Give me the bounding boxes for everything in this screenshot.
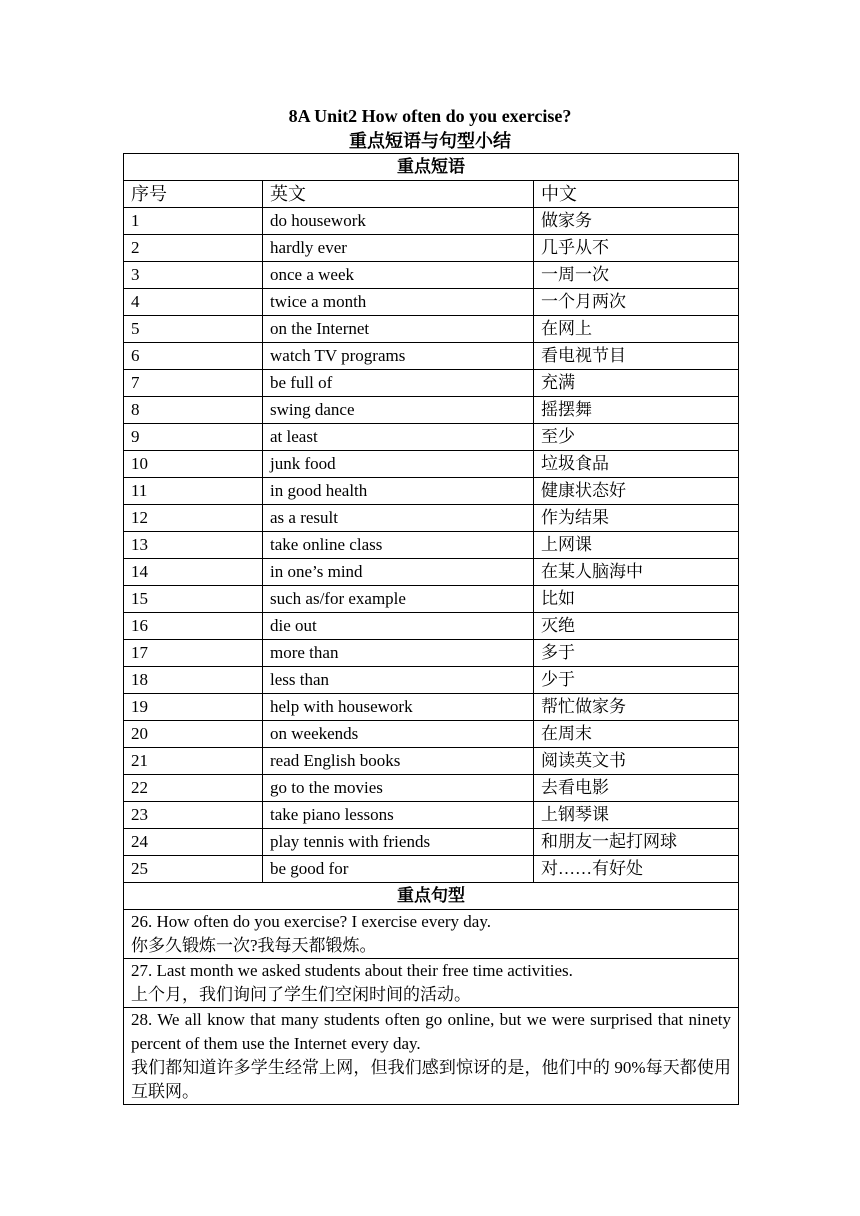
- phrase-chinese: 帮忙做家务: [534, 694, 739, 721]
- phrase-english: at least: [263, 424, 534, 451]
- table-row: [124, 775, 739, 802]
- phrase-english: go to the movies: [263, 775, 534, 802]
- phrase-english: do housework: [263, 208, 534, 235]
- table-row: [124, 667, 739, 694]
- phrase-number: 23: [124, 802, 263, 829]
- document-title: 8A Unit2 How often do you exercise?: [288, 106, 572, 126]
- phrase-number: 9: [124, 424, 263, 451]
- table-row: [124, 586, 739, 613]
- phrase-number: 6: [124, 343, 263, 370]
- phrase-number: 16: [124, 613, 263, 640]
- table-row: [124, 613, 739, 640]
- table-row: [124, 370, 739, 397]
- table-row: [124, 397, 739, 424]
- phrase-english: on the Internet: [263, 316, 534, 343]
- phrase-english: on weekends: [263, 721, 534, 748]
- document-subtitle: 重点短语与句型小结: [349, 131, 511, 151]
- phrase-chinese: 在周末: [534, 721, 739, 748]
- sentence-english: 28. We all know that many students often go online, but we were surprised that ninety percent of them use the Internet every day.: [131, 1010, 732, 1053]
- phrase-english: in one’s mind: [263, 559, 534, 586]
- sentence-cell: [124, 959, 739, 1008]
- table-row: [124, 640, 739, 667]
- phrase-number: 4: [124, 289, 263, 316]
- phrase-english: as a result: [263, 505, 534, 532]
- phrase-chinese: 至少: [534, 424, 739, 451]
- phrase-number: 18: [124, 667, 263, 694]
- table-row: [124, 451, 739, 478]
- phrase-english: watch TV programs: [263, 343, 534, 370]
- sentence-chinese: 我们都知道许多学生经常上网，但我们感到惊讶的是，他们中的 90%每天都使用互联网。: [131, 1058, 732, 1101]
- phrase-chinese: 一周一次: [534, 262, 739, 289]
- sentence-english: 27. Last month we asked students about their free time activities.: [131, 961, 573, 980]
- phrase-chinese: 上网课: [534, 532, 739, 559]
- phrase-number: 25: [124, 856, 263, 883]
- sentence-row: [124, 959, 739, 1008]
- table-row: [124, 289, 739, 316]
- phrase-english: in good health: [263, 478, 534, 505]
- phrase-english: be good for: [263, 856, 534, 883]
- phrase-number: 13: [124, 532, 263, 559]
- phrase-number: 1: [124, 208, 263, 235]
- phrase-chinese: 作为结果: [534, 505, 739, 532]
- phrase-english: once a week: [263, 262, 534, 289]
- phrase-number: 15: [124, 586, 263, 613]
- phrase-number: 11: [124, 478, 263, 505]
- phrase-chinese: 阅读英文书: [534, 748, 739, 775]
- phrase-english: read English books: [263, 748, 534, 775]
- phrase-english: take online class: [263, 532, 534, 559]
- column-header-number: 序号: [124, 181, 263, 208]
- column-header-english: 英文: [263, 181, 534, 208]
- phrase-english: be full of: [263, 370, 534, 397]
- sentence-cell: [124, 910, 739, 959]
- table-row: [124, 559, 739, 586]
- phrase-chinese: 在网上: [534, 316, 739, 343]
- table-row: [124, 262, 739, 289]
- phrase-number: 3: [124, 262, 263, 289]
- phrase-english: take piano lessons: [263, 802, 534, 829]
- phrase-number: 20: [124, 721, 263, 748]
- phrase-english: hardly ever: [263, 235, 534, 262]
- phrase-number: 7: [124, 370, 263, 397]
- phrase-number: 17: [124, 640, 263, 667]
- phrase-chinese: 充满: [534, 370, 739, 397]
- sentence-chinese: 上个月，我们询问了学生们空闲时间的活动。: [131, 985, 471, 1004]
- phrase-english: play tennis with friends: [263, 829, 534, 856]
- summary-table: [123, 153, 739, 1105]
- phrase-number: 12: [124, 505, 263, 532]
- table-row: [124, 694, 739, 721]
- phrase-chinese: 看电视节目: [534, 343, 739, 370]
- column-header-chinese: 中文: [534, 181, 739, 208]
- sentence-row: [124, 910, 739, 959]
- phrase-number: 14: [124, 559, 263, 586]
- table-row: [124, 505, 739, 532]
- sentences-section-header: 重点句型: [124, 883, 739, 910]
- phrase-english: junk food: [263, 451, 534, 478]
- phrase-number: 8: [124, 397, 263, 424]
- table-row: [124, 748, 739, 775]
- phrase-english: twice a month: [263, 289, 534, 316]
- phrase-chinese: 和朋友一起打网球: [534, 829, 739, 856]
- phrase-chinese: 对……有好处: [534, 856, 739, 883]
- table-row: [124, 343, 739, 370]
- phrase-number: 10: [124, 451, 263, 478]
- table-row: [124, 829, 739, 856]
- phrases-section-header: 重点短语: [124, 154, 739, 181]
- table-row: [124, 532, 739, 559]
- table-row: [124, 208, 739, 235]
- phrase-chinese: 去看电影: [534, 775, 739, 802]
- phrase-english: help with housework: [263, 694, 534, 721]
- phrase-chinese: 摇摆舞: [534, 397, 739, 424]
- phrase-chinese: 一个月两次: [534, 289, 739, 316]
- phrase-chinese: 比如: [534, 586, 739, 613]
- sentence-english: 26. How often do you exercise? I exercise every day.: [131, 912, 491, 931]
- phrase-chinese: 上钢琴课: [534, 802, 739, 829]
- phrase-chinese: 在某人脑海中: [534, 559, 739, 586]
- phrase-number: 5: [124, 316, 263, 343]
- phrase-english: die out: [263, 613, 534, 640]
- phrase-chinese: 多于: [534, 640, 739, 667]
- phrase-chinese: 垃圾食品: [534, 451, 739, 478]
- phrase-number: 24: [124, 829, 263, 856]
- phrase-chinese: 健康状态好: [534, 478, 739, 505]
- table-row: [124, 856, 739, 883]
- phrase-chinese: 做家务: [534, 208, 739, 235]
- table-row: [124, 424, 739, 451]
- phrase-chinese: 灭绝: [534, 613, 739, 640]
- table-row: [124, 316, 739, 343]
- phrase-english: more than: [263, 640, 534, 667]
- phrase-number: 19: [124, 694, 263, 721]
- phrase-chinese: 少于: [534, 667, 739, 694]
- phrase-number: 2: [124, 235, 263, 262]
- phrase-number: 22: [124, 775, 263, 802]
- phrase-english: such as/for example: [263, 586, 534, 613]
- table-row: [124, 802, 739, 829]
- sentence-chinese: 你多久锻炼一次?我每天都锻炼。: [131, 936, 377, 955]
- table-row: [124, 721, 739, 748]
- phrase-english: less than: [263, 667, 534, 694]
- phrase-english: swing dance: [263, 397, 534, 424]
- sentence-cell: [124, 1008, 739, 1105]
- sentence-row: [124, 1008, 739, 1105]
- table-row: [124, 235, 739, 262]
- phrase-chinese: 几乎从不: [534, 235, 739, 262]
- table-row: [124, 478, 739, 505]
- phrase-number: 21: [124, 748, 263, 775]
